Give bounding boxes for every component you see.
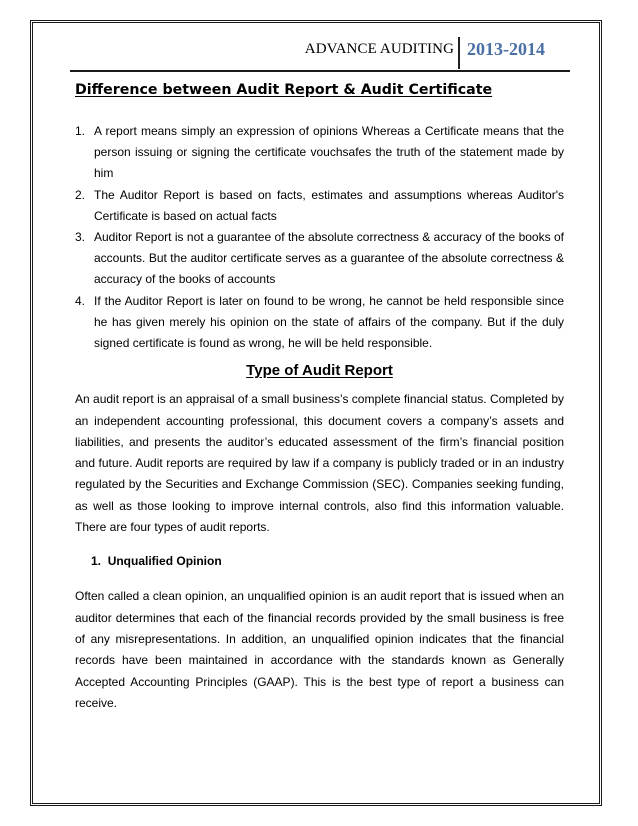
list-item-text: The Auditor Report is based on facts, estimates and assumptions whereas Auditor's Certificate is based on actual facts	[94, 187, 564, 223]
list-item-text: If the Auditor Report is later on found to be wrong, he cannot be held responsible since he has given merely his opinion on the state of affairs of the company. But if the duly signed certificate is found as wrong, he will be held responsible.	[94, 293, 564, 351]
header-divider	[458, 37, 460, 69]
header-title: ADVANCE AUDITING	[304, 41, 454, 57]
list-item-text: Auditor Report is not a guarantee of the absolute correctness & accuracy of the books of accounts. But the auditor certificate serves as a guarantee of the absolute correctness & accuracy of the books of accounts	[94, 230, 564, 287]
difference-list	[75, 121, 564, 354]
sub-item-heading	[91, 554, 564, 568]
sub-item-label: Unqualified Opinion	[107, 554, 222, 569]
unqualified-paragraph: Often called a clean opinion, an unqualified opinion is an audit report that is issued when an auditor determines that each of the financial records provided by the small business is free of any misrepresentations. In addition, an unqualified opinion indicates that the financial records have been maintained in accordance with the standards known as Generally Accepted Accounting Principles (GAAP). This is the best type of report a business can receive.	[75, 589, 564, 710]
list-item-text: A report means simply an expression of opinions Whereas a Certificate means that the person issuing or signing the certificate vouchsafes the truth of the statement made by him	[94, 124, 564, 181]
page-header	[0, 37, 638, 69]
page-content	[75, 82, 564, 714]
list-item	[75, 121, 564, 185]
list-item-number: 2.	[75, 187, 86, 202]
type-heading: Type of Audit Report	[246, 362, 393, 380]
list-item-number: 3.	[75, 230, 86, 245]
header-year: 2013-2014	[467, 39, 545, 59]
type-paragraph: An audit report is an appraisal of a small business’s complete financial status. Completed by an independent accounting professional, this document covers a company’s assets and liabilities, and presents the auditor’s educated assessment of the firm’s financial position and future. Audit reports are required by law if a company is publicly traded or in an industry regulated by the Securities and Exchange Commission (SEC). Companies seeking funding, as well as those looking to improve internal controls, also find this information valuable. There are four types of audit reports.	[75, 392, 564, 535]
list-item-number: 1.	[75, 124, 86, 138]
list-item	[75, 185, 564, 227]
list-item-number: 4.	[75, 293, 86, 308]
list-item	[75, 227, 564, 291]
header-rule	[70, 70, 570, 72]
list-item	[75, 291, 564, 355]
section-title: Difference between Audit Report & Audit Certificate	[75, 82, 493, 98]
sub-item-number: 1.	[91, 554, 102, 569]
